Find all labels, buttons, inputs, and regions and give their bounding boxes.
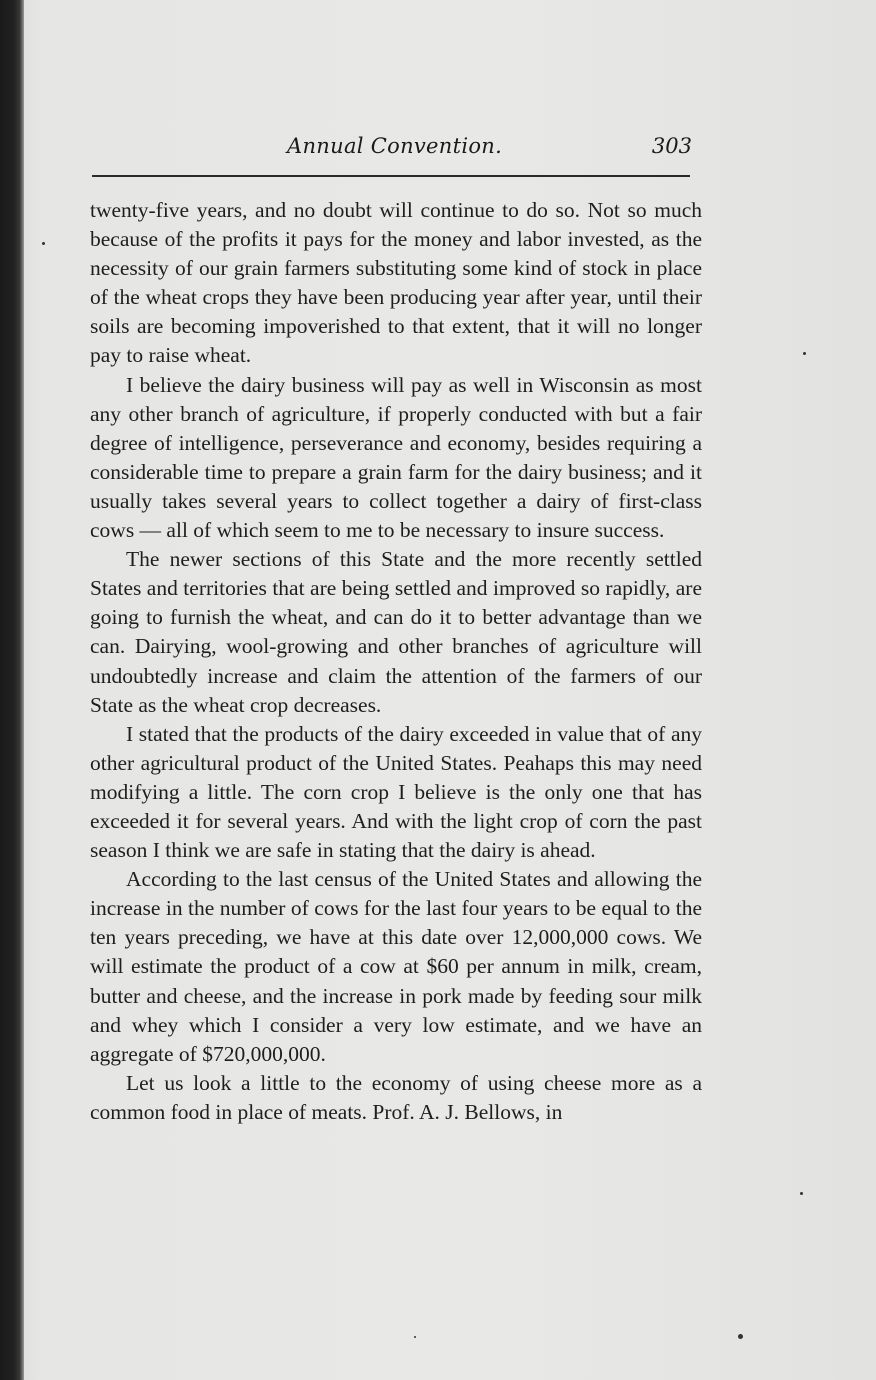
book-spine-shadow xyxy=(0,0,24,1380)
paragraph: I believe the dairy business will pay as well in Wisconsin as most any other branch of agriculture, if properly conducted with but a fair degree of intelligence, perseverance and economy, besides requiring a considerable time to prepare a grain farm for the dairy business; and it usually takes several years to collect together a dairy of first-class cows — all of which seem to me to be necessary to insure success. xyxy=(90,372,702,543)
paragraph: Let us look a little to the economy of using cheese more as a common food in place of meats. Prof. A. J. Bellows, in xyxy=(90,1070,702,1124)
paragraph-continuation: twenty-five years, and no doubt will continue to do so. Not so much because of the profits it pays for the money and labor invested, as the necessity of our grain farmers substituting some kind of stock in place of the wheat crops they have been producing year after year, until their soils are becoming impoverished to that extent, that it will no longer pay to raise wheat. xyxy=(90,198,702,368)
paper-speck xyxy=(414,1336,416,1338)
paper-speck xyxy=(42,242,45,245)
body-text xyxy=(90,196,702,1127)
paper-speck xyxy=(800,1192,803,1195)
paper-speck xyxy=(803,352,806,355)
running-head xyxy=(92,128,692,168)
paragraph: I stated that the products of the dairy exceeded in value that of any other agricultural product of the United States. Peahaps this may need modifying a little. The corn crop I believe is the only one that has exceeded it for several years. And with the light crop of corn the past season I think we are safe in stating that the dairy is ahead. xyxy=(90,721,702,863)
paragraph: The newer sections of this State and the more recently settled States and territories that are being settled and improved so rapidly, are going to furnish the wheat, and can do it to better advantage than we can. Dairying, wool-growing and other branches of agriculture will undoubtedly increase and claim the attention of the farmers of our State as the wheat crop decreases. xyxy=(90,547,702,717)
paragraph: According to the last census of the United States and allowing the increase in the number of cows for the last four years to be equal to the ten years preceding, we have at this date over 12,000,000 cows. We will estimate the product of a cow at $60 per annum in milk, cream, butter and cheese, and the increase in pork made by feeding sour milk and whey which I consider a very low estimate, and we have an aggregate of $720,000,000. xyxy=(90,867,702,1066)
header-rule xyxy=(92,175,690,177)
running-title: Annual Convention. xyxy=(287,134,503,158)
paper-speck xyxy=(738,1334,743,1339)
page-number: 303 xyxy=(651,134,692,158)
